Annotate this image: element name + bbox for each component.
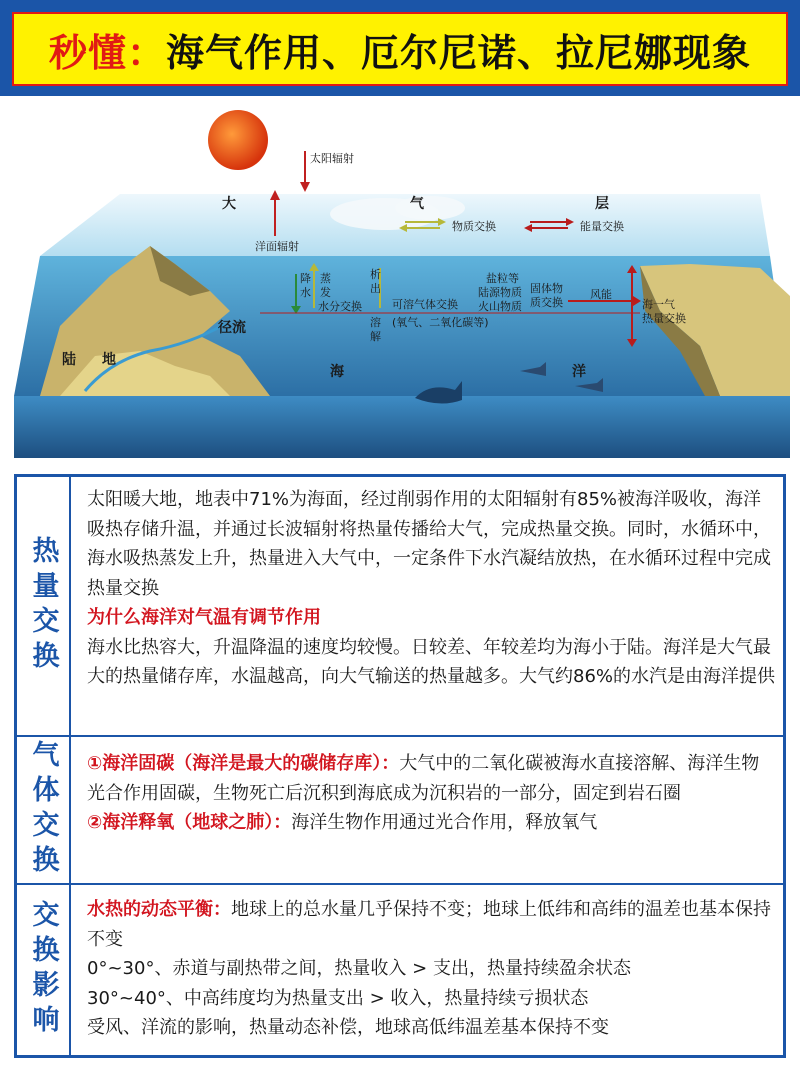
paragraph: ②海洋释氧（地球之肺）：海洋生物作用通过光合作用，释放氧气 bbox=[87, 812, 598, 833]
label-solid-1: 固体物 bbox=[530, 282, 563, 295]
ocean-atmosphere-diagram bbox=[0, 96, 800, 472]
label-atmosphere-1: 大 bbox=[222, 196, 236, 212]
section-gas-exchange bbox=[17, 737, 783, 885]
section-label: 交换影响 bbox=[17, 885, 71, 1055]
section-label: 气体交换 bbox=[17, 737, 71, 883]
label-precip-1: 降 bbox=[300, 272, 311, 285]
label-atmosphere-2: 气 bbox=[410, 196, 424, 212]
label-salt-2: 陆源物质 bbox=[478, 286, 522, 299]
paragraph: 0°~30°、赤道与副热带之间，热量收入 > 支出，热量持续盈余状态 bbox=[87, 958, 631, 979]
page-title bbox=[49, 22, 751, 77]
sun-icon bbox=[208, 110, 268, 170]
title-box bbox=[12, 12, 788, 86]
ocean-cross-section bbox=[14, 396, 790, 458]
section-content bbox=[87, 485, 777, 692]
paragraph: ①海洋固碳（海洋是最大的碳储存库）：大气中的二氧化碳被海水直接溶解、海洋生物光合作用固碳，生物死亡后沉积到海底成为沉积岩的一部分，固定到岩石圈 bbox=[87, 753, 760, 804]
section-label: 热量交换 bbox=[17, 477, 71, 735]
label-material-exchange: 物质交换 bbox=[452, 220, 496, 233]
section-content bbox=[87, 895, 777, 1043]
label-sea-air-2: 热量交换 bbox=[642, 312, 686, 325]
section-heat-exchange bbox=[17, 477, 783, 737]
label-sea-1: 海 bbox=[330, 364, 344, 380]
paragraph: 为什么海洋对气温有调节作用 bbox=[87, 607, 321, 628]
title-bar bbox=[0, 0, 800, 96]
label-salt-3: 火山物质 bbox=[478, 300, 522, 313]
title-highlight: 秒懂： bbox=[48, 29, 166, 75]
diagram-svg bbox=[0, 96, 800, 472]
label-dissolve-1: 析 bbox=[370, 268, 381, 281]
label-dissolve-2: 出 bbox=[370, 282, 381, 295]
paragraph: 海水比热容大，升温降温的速度均较慢。日较差、年较差均为海小于陆。海洋是大气最大的热量储存库，水温越高，向大气输送的热量越多。大气约86%的水汽是由海洋提供 bbox=[87, 636, 776, 687]
label-land-1: 陆 bbox=[62, 352, 76, 368]
label-dissolve-4: 解 bbox=[370, 330, 381, 343]
label-land-2: 地 bbox=[102, 352, 116, 368]
title-text: 海气作用、厄尔尼诺、拉尼娜现象 bbox=[166, 29, 752, 75]
label-ocean-radiation: 洋面辐射 bbox=[255, 240, 299, 253]
label-solar-radiation: 太阳辐射 bbox=[310, 152, 354, 165]
section-exchange-impact bbox=[17, 885, 783, 1055]
label-gas-detail: (氧气、二氧化碳等) bbox=[392, 316, 489, 329]
paragraph: 30°~40°、中高纬度均为热量支出 > 收入，热量持续亏损状态 bbox=[87, 987, 589, 1009]
label-water-exchange: 水分交换 bbox=[318, 300, 362, 313]
label-precip-2: 水 bbox=[300, 286, 311, 299]
paragraph: 水热的动态平衡：地球上的总水量几乎保持不变；地球上低纬和高纬的温差也基本保持不变 bbox=[87, 899, 771, 950]
paragraph: 受风、洋流的影响，热量动态补偿，地球高低纬温差基本保持不变 bbox=[87, 1017, 609, 1038]
paragraph: 太阳暖大地，地表中71%为海面，经过削弱作用的太阳辐射有85%被海洋吸收，海洋吸热存储升温，并通过长波辐射将热量传播给大气，完成热量交换。同时，水循环中，海水吸热蒸发上升，热量进入大气中，一定条件下水汽凝结放热，在水循环过程中完成热量交换 bbox=[87, 489, 771, 599]
label-salt-1: 盐粒等 bbox=[486, 272, 519, 285]
section-content bbox=[87, 749, 777, 838]
label-evap-1: 蒸 bbox=[320, 272, 331, 285]
info-table bbox=[14, 474, 786, 1058]
label-gas-exchange: 可溶气体交换 bbox=[392, 298, 458, 311]
label-solid-2: 质交换 bbox=[530, 296, 563, 309]
label-atmosphere-3: 层 bbox=[595, 196, 609, 212]
label-sea-2: 洋 bbox=[572, 364, 586, 380]
label-runoff: 径流 bbox=[218, 320, 246, 336]
label-sea-air-1: 海一气 bbox=[642, 298, 675, 311]
label-wind-energy: 风能 bbox=[590, 288, 612, 301]
label-energy-exchange: 能量交换 bbox=[580, 220, 624, 233]
label-dissolve-3: 溶 bbox=[370, 316, 381, 329]
label-evap-2: 发 bbox=[320, 286, 331, 299]
